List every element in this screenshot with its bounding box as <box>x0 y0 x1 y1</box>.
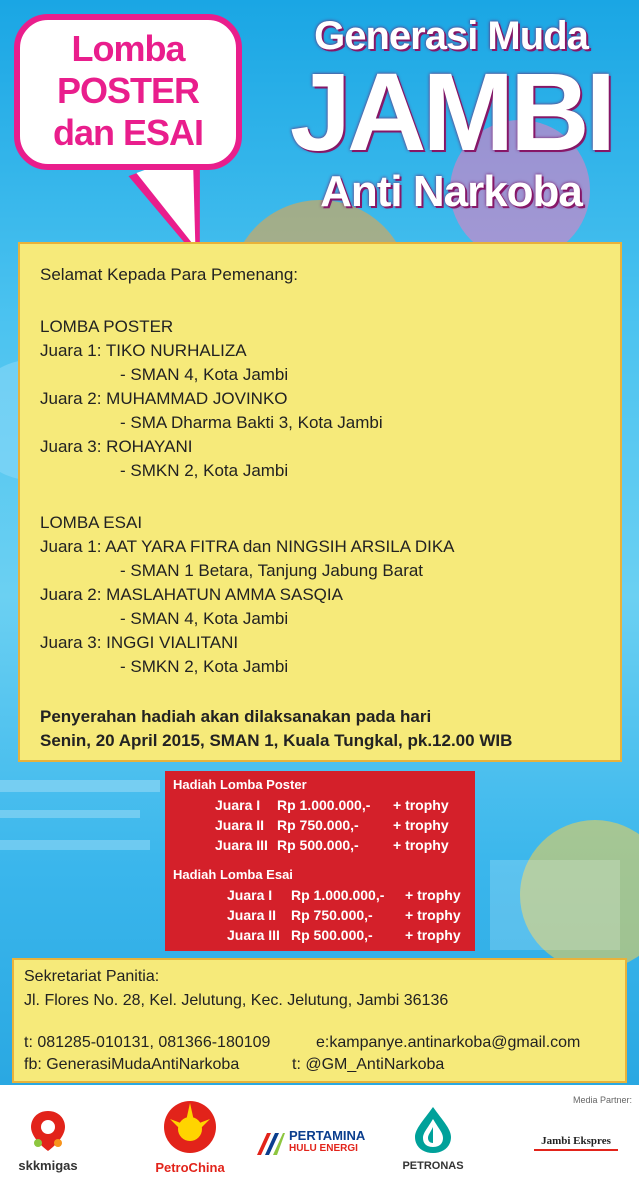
prize-esai-extra-3: + trophy <box>405 927 461 943</box>
poster-winner-1 <box>40 340 247 362</box>
rank: Juara 2: <box>40 389 102 408</box>
secretariat-phone: t: 081285-010131, 081366-180109 <box>24 1034 271 1051</box>
prize-poster-extra-2: + trophy <box>393 817 449 833</box>
rank: Juara 1: <box>40 537 102 556</box>
winner-name: INGGI VIALITANI <box>106 633 239 652</box>
prize-esai-rank-2: Juara II <box>227 907 277 923</box>
main-title <box>281 14 621 216</box>
prize-poster-extra-3: + trophy <box>393 837 449 853</box>
title-line-3: Anti Narkoba <box>320 167 582 216</box>
announcement-line-2: Senin, 20 April 2015, SMAN 1, Kuala Tungkal, pk.12.00 WIB <box>40 731 513 750</box>
secretariat-facebook[interactable]: fb: GenerasiMudaAntiNarkoba <box>24 1056 240 1073</box>
winner-name: AAT YARA FITRA dan NINGSIH ARSILA DIKA <box>105 537 455 556</box>
speech-line-3: dan ESAI <box>52 112 204 153</box>
poster-winner-3 <box>40 436 192 458</box>
poster-winner-2 <box>40 388 288 410</box>
prize-esai-rank-3: Juara III <box>227 927 280 943</box>
announcement-line-1: Penyerahan hadiah akan dilaksanakan pada hari <box>40 707 432 726</box>
petrochina-flower-icon <box>160 1095 220 1155</box>
esai-winner-1 <box>40 536 455 558</box>
prize-esai-amount-2: Rp 750.000,- <box>291 907 373 923</box>
secretariat-panel <box>12 958 627 1083</box>
decor-stripe <box>0 810 140 818</box>
speech-bubble <box>14 14 242 170</box>
pertamina-text-1: PERTAMINA <box>289 1128 366 1143</box>
secretariat-email[interactable]: e:kampanye.antinarkoba@gmail.com <box>316 1034 581 1051</box>
winner-name: MUHAMMAD JOVINKO <box>106 389 288 408</box>
rank: Juara 2: <box>40 585 102 604</box>
greeting: Selamat Kepada Para Pemenang: <box>40 265 299 284</box>
prize-poster-rank-3: Juara III <box>215 837 268 853</box>
esai-heading: LOMBA ESAI <box>40 513 143 532</box>
petrochina-text: PetroChina <box>155 1160 225 1175</box>
esai-school-2: - SMAN 4, Kota Jambi <box>120 609 289 628</box>
petronas-text: PETRONAS <box>402 1160 464 1172</box>
poster-heading: LOMBA POSTER <box>40 317 174 336</box>
winners-panel <box>18 242 622 762</box>
jambi-ekspres-text: Jambi Ekspres <box>541 1135 611 1147</box>
skkmigas-text: skkmigas <box>18 1158 78 1173</box>
esai-winner-3 <box>40 632 238 654</box>
prize-box <box>165 771 475 951</box>
title-line-1: Generasi Muda <box>314 14 588 58</box>
prize-poster-amount-1: Rp 1.000.000,- <box>277 797 371 813</box>
prize-esai-extra-1: + trophy <box>405 887 461 903</box>
map-pin-icon <box>28 1109 68 1153</box>
secretariat-heading: Sekretariat Panitia: <box>24 968 160 985</box>
decor-stripe <box>0 780 160 792</box>
winner-name: MASLAHATUN AMMA SASQIA <box>106 585 343 604</box>
media-partner-label: Media Partner: <box>572 1095 632 1105</box>
secretariat-twitter[interactable]: t: @GM_AntiNarkoba <box>292 1056 445 1073</box>
poster-school-2: - SMA Dharma Bakti 3, Kota Jambi <box>120 413 383 432</box>
rank: Juara 1: <box>40 341 102 360</box>
prize-poster-extra-1: + trophy <box>393 797 449 813</box>
petrochina-logo <box>140 1095 240 1175</box>
speech-line-2: POSTER <box>56 70 200 111</box>
pertamina-arrow-icon <box>255 1129 285 1157</box>
media-partner <box>520 1095 632 1151</box>
prize-poster-rank-2: Juara II <box>215 817 265 833</box>
speech-line-1: Lomba <box>71 28 185 69</box>
petronas-logo <box>398 1105 468 1172</box>
skkmigas-logo <box>8 1109 88 1173</box>
winner-name: TIKO NURHALIZA <box>105 341 247 360</box>
decor-stripe <box>0 840 150 850</box>
prize-poster-amount-2: Rp 750.000,- <box>277 817 359 833</box>
prize-poster-rank-1: Juara I <box>215 797 261 813</box>
prize-esai-amount-3: Rp 500.000,- <box>291 927 373 943</box>
prize-esai-amount-1: Rp 1.000.000,- <box>291 887 385 903</box>
prize-esai-rank-1: Juara I <box>227 887 273 903</box>
pertamina-text-2: HULU ENERGI <box>289 1143 358 1154</box>
esai-school-1: - SMAN 1 Betara, Tanjung Jabung Barat <box>120 561 424 580</box>
esai-winner-2 <box>40 584 343 606</box>
prize-esai-heading: Hadiah Lomba Esai <box>173 867 293 882</box>
title-line-2: JAMBI <box>289 51 613 174</box>
rank: Juara 3: <box>40 633 102 652</box>
sponsor-logos <box>0 1085 639 1200</box>
jambi-underline <box>534 1149 618 1151</box>
rank: Juara 3: <box>40 437 102 456</box>
pertamina-logo <box>255 1129 375 1157</box>
poster-school-3: - SMKN 2, Kota Jambi <box>120 461 289 480</box>
petronas-drop-icon <box>411 1105 455 1155</box>
esai-school-3: - SMKN 2, Kota Jambi <box>120 657 289 676</box>
decor-building <box>490 860 620 950</box>
prize-poster-amount-3: Rp 500.000,- <box>277 837 359 853</box>
prize-esai-extra-2: + trophy <box>405 907 461 923</box>
poster-school-1: - SMAN 4, Kota Jambi <box>120 365 289 384</box>
winner-name: ROHAYANI <box>106 437 193 456</box>
secretariat-address: Jl. Flores No. 28, Kel. Jelutung, Kec. Jelutung, Jambi 36136 <box>24 992 449 1009</box>
prize-poster-heading: Hadiah Lomba Poster <box>173 777 307 792</box>
